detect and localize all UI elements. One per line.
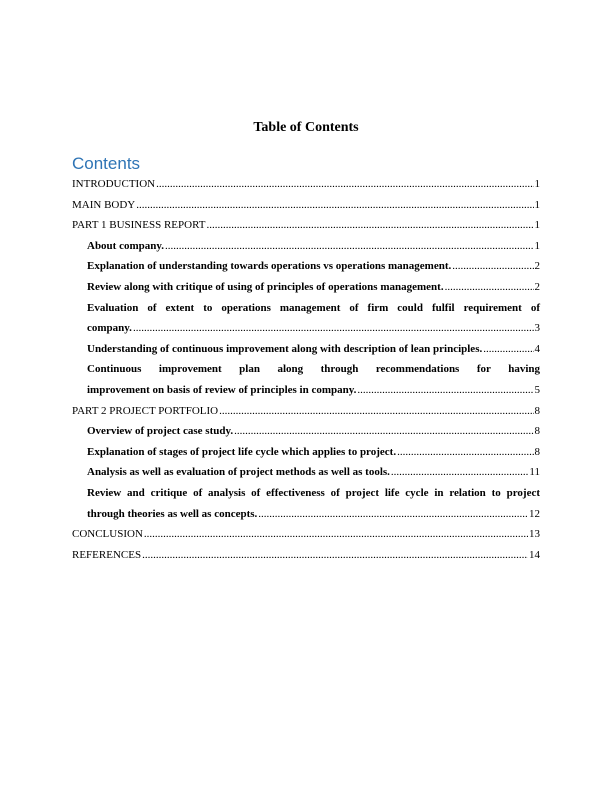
dot-leader — [357, 380, 533, 401]
dot-leader — [397, 442, 533, 463]
dot-leader — [234, 421, 533, 442]
toc-page-number: 2 — [534, 280, 540, 293]
page-title: Table of Contents — [253, 120, 359, 135]
toc-entry-references[interactable] — [72, 545, 540, 566]
toc-entry-text: Analysis as well as evaluation of project methods as well as tools. — [87, 466, 390, 479]
dot-leader — [142, 545, 528, 566]
toc-page-number: 8 — [534, 404, 540, 417]
toc-entry-text-line1: Review and critique of analysis of effectiveness of project life cycle in relation to project — [87, 486, 540, 499]
toc-page-number: 2 — [534, 260, 540, 273]
toc-entry-stages[interactable] — [72, 442, 540, 463]
dot-leader — [391, 462, 528, 483]
toc-page-number: 8 — [534, 445, 540, 458]
toc-entry-analysis[interactable] — [72, 462, 540, 483]
dot-leader — [144, 524, 528, 545]
toc-entry-text-line1: Continuous improvement plan along through recommendations for having — [87, 363, 540, 376]
dot-leader — [258, 504, 528, 525]
toc-page-number: 3 — [534, 322, 540, 335]
toc-entry-text: CONCLUSION — [72, 528, 143, 541]
toc-page-number: 12 — [529, 507, 540, 520]
toc-entry-text: About company. — [87, 239, 165, 252]
table-of-contents — [72, 174, 540, 565]
toc-page-number: 11 — [529, 466, 540, 479]
toc-page-number: 1 — [534, 239, 540, 252]
toc-entry-evaluation[interactable] — [72, 298, 540, 339]
toc-entry-part2[interactable] — [72, 401, 540, 422]
toc-entry-text: improvement on basis of review of principles in company. — [87, 383, 357, 396]
toc-entry-conclusion[interactable] — [72, 524, 540, 545]
toc-entry-main-body[interactable] — [72, 195, 540, 216]
dot-leader — [165, 236, 533, 257]
toc-entry-text: Overview of project case study. — [87, 425, 234, 438]
toc-entry-text: Understanding of continuous improvement along with description of lean principles. — [87, 342, 483, 355]
toc-page-number: 1 — [534, 178, 540, 190]
toc-entry-review-project[interactable] — [72, 483, 540, 524]
toc-entry-part1[interactable] — [72, 215, 540, 236]
toc-entry-continuous-plan[interactable] — [72, 359, 540, 400]
toc-entry-text: REFERENCES — [72, 548, 142, 561]
dot-leader — [206, 215, 533, 236]
toc-page-number: 1 — [534, 219, 540, 232]
toc-page-number: 14 — [529, 548, 540, 561]
dot-leader — [445, 277, 534, 298]
toc-page-number: 1 — [534, 198, 540, 211]
toc-page-number: 8 — [534, 425, 540, 438]
dot-leader — [136, 195, 533, 216]
toc-entry-text: PART 1 BUSINESS REPORT — [72, 219, 206, 232]
toc-entry-text: Review along with critique of using of principles of operations management. — [87, 280, 444, 293]
toc-entry-text: MAIN BODY — [72, 198, 136, 211]
toc-entry-text-line1: Evaluation of extent to operations management of firm could fulfil requirement of — [87, 301, 540, 314]
toc-entry-explanation-operations[interactable] — [72, 256, 540, 277]
toc-entry-continuous-understanding[interactable] — [72, 339, 540, 360]
toc-entry-text: company. — [87, 322, 132, 335]
toc-entry-text: through theories as well as concepts. — [87, 507, 258, 520]
dot-leader — [452, 256, 533, 277]
toc-entry-overview[interactable] — [72, 421, 540, 442]
toc-page-number: 4 — [534, 342, 540, 355]
toc-entry-text: Explanation of understanding towards operations vs operations management. — [87, 260, 452, 273]
dot-leader — [219, 401, 533, 422]
contents-heading: Contents — [72, 154, 141, 173]
toc-entry-review-critique[interactable] — [72, 277, 540, 298]
toc-entry-introduction[interactable] — [72, 174, 540, 195]
dot-leader — [133, 318, 534, 339]
toc-entry-text: INTRODUCTION — [72, 178, 156, 190]
toc-entry-about-company[interactable] — [72, 236, 540, 257]
toc-entry-text: PART 2 PROJECT PORTFOLIO — [72, 404, 219, 417]
toc-entry-text: Explanation of stages of project life cycle which applies to project. — [87, 445, 397, 458]
toc-page-number: 13 — [529, 528, 540, 541]
toc-page-number: 5 — [534, 383, 540, 396]
dot-leader — [156, 174, 533, 195]
dot-leader — [483, 339, 533, 360]
